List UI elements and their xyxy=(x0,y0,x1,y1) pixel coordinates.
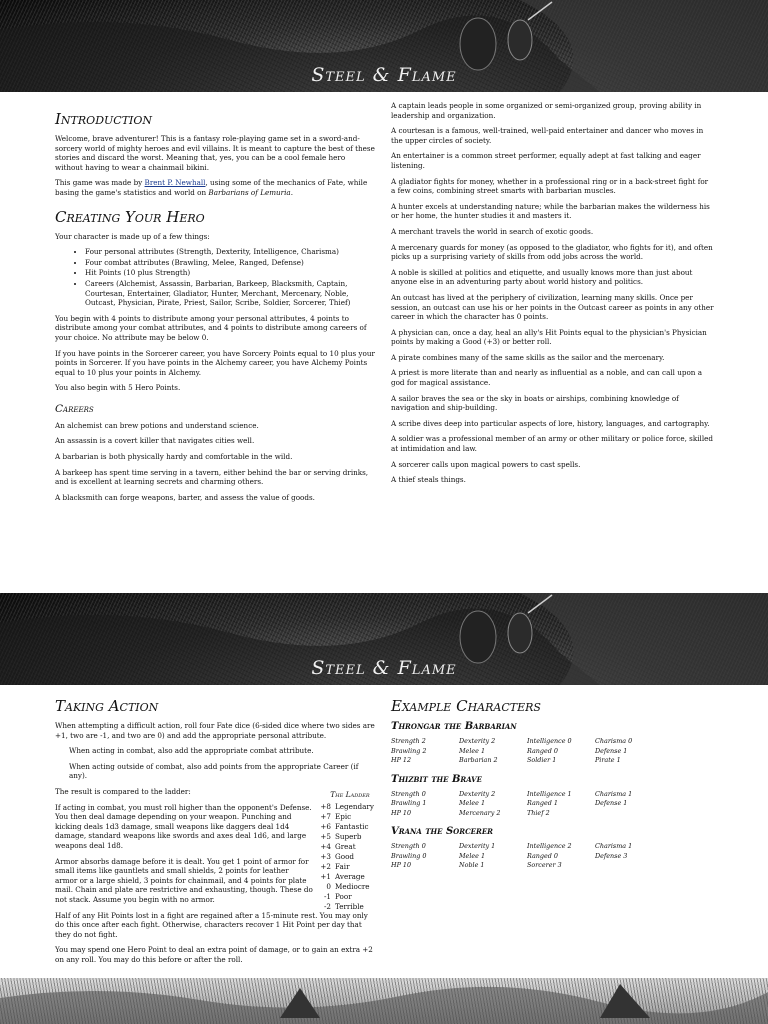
character-parts-list xyxy=(55,247,375,308)
ladder-title: The Ladder xyxy=(330,790,370,799)
career-blacksmith: A blacksmith can forge weapons, barter, and assess the value of goods. xyxy=(55,492,315,502)
credits-paragraph: This game was made by Brent P. Newhall, using some of the mechanics of Fate, while basing the game's statistics and world on Barbarians of Lemuria. xyxy=(55,178,368,197)
sorcery-paragraph: If you have points in the Sorcerer career, you have Sorcery Points equal to 10 plus your points in Sorcerer. If you have points in the Alchemy career, you have Alchemy Points equal to 10 plus your points in Alchemy. xyxy=(55,348,375,377)
character-stats: Strength 2 Dexterity 2 Intelligence 0 Charisma 0 Brawling 2 Melee 1 Ranged 0 Defense 1 HP 12 Barbarian 2 Soldier 1 Pirate 1 xyxy=(391,737,633,764)
header-banner xyxy=(0,0,768,92)
character-name: Vrana the Sorcerer xyxy=(391,826,493,837)
list-item: • Careers (Alchemist, Assassin, Barbarian, Barkeep, Blacksmith, Captain, Courtesan, Entertainer, Gladiator, Hunter, Merchant, Mercenary, Noble, Outcast, Physician, Pirate, Priest, Sailor, Scribe, Soldier, Sorcerer, Thief) xyxy=(85,279,375,308)
career-alchemist: An alchemist can brew potions and understand science. xyxy=(55,420,259,430)
career-assassin: An assassin is a covert killer that navigates cities well. xyxy=(55,436,255,446)
list-item: • Hit Points (10 plus Strength) xyxy=(85,268,375,278)
career-noble: A noble is skilled at politics and etiquette, and usually knows more than just about anyone else in an adventuring party about world history and politics. xyxy=(391,267,693,287)
careers-heading: Careers xyxy=(55,402,94,415)
footer-illustration xyxy=(0,978,768,1024)
career-outcast: An outcast has lived at the periphery of civilization, learning many skills. Once per session, an outcast can use his or her points in the Outcast career as points in any other career in which the character has 0 points. xyxy=(391,292,714,322)
hero-points-paragraph: You also begin with 5 Hero Points. xyxy=(55,383,181,393)
career-soldier: A soldier was a professional member of an army or other military or police force, skilled at intimidation and law. xyxy=(391,434,713,454)
career-pirate: A pirate combines many of the same skills as the sailor and the mercenary. xyxy=(391,352,665,362)
page-gap xyxy=(0,575,768,593)
author-link[interactable]: Brent P. Newhall xyxy=(144,178,206,188)
career-mercenary: A mercenary guards for money (as opposed to the gladiator, who fights for it), and often picks up a surprising variety of skills from odd jobs across the world. xyxy=(391,242,713,262)
ladder-row: +8 Legendary xyxy=(320,802,374,811)
points-paragraph: You begin with 4 points to distribute among your personal attributes, 4 points to distribute among your combat attributes, and 4 points to distribute among careers of your choice. No attribute may be below 0. xyxy=(55,313,367,342)
right-column xyxy=(391,101,714,491)
list-item: • Four combat attributes (Brawling, Melee, Ranged, Defense) xyxy=(85,258,375,268)
ladder-row: +3 Good xyxy=(320,852,354,861)
ladder-row: +4 Great xyxy=(320,842,356,851)
career-sailor: A sailor braves the sea or the sky in boats or airships, combining knowledge of navigation and ship-building. xyxy=(391,393,679,413)
ladder-row: -2 Terrible xyxy=(323,902,364,911)
creating-heading: Creating Your Hero xyxy=(55,207,205,226)
right-column xyxy=(391,693,691,879)
armor-paragraph: Armor absorbs damage before it is dealt. You get 1 point of armor for small items like gauntlets and small shields, 2 points for leather armor or a large shield, 3 points for chainmail, and 4 points for plate mail. Chain and plate are restrictive and exhausting, though. These do not stack. Assume you begin with no armor. xyxy=(55,856,313,904)
ladder-row: +5 Superb xyxy=(320,832,362,841)
intro-paragraph: Welcome, brave adventurer! This is a fantasy role-playing game set in a sword-and-sorcery world of mighty heroes and evil villains. It is meant to capture the best of these stories and discard the worst. Meaning that, yes, you can be a cool female hero without having to wear a chainmail bikini. xyxy=(55,134,375,172)
examples-heading: Example Characters xyxy=(391,697,541,715)
list-item: • Four personal attributes (Strength, Dexterity, Intelligence, Charisma) xyxy=(85,247,375,257)
header-banner xyxy=(0,593,768,685)
character-stats: Strength 0 Dexterity 2 Intelligence 1 Charisma 1 Brawling 1 Melee 1 Ranged 1 Defense 1 HP 10 Mercenary 2 Thief 2 xyxy=(391,789,633,817)
rest-paragraph: Half of any Hit Points lost in a fight are regained after a 15-minute rest. You may only do this once after each fight. Otherwise, characters recover 1 Hit Point per day that they do not fight. xyxy=(55,910,368,939)
career-physician: A physician can, once a day, heal an ally's Hit Points equal to the physician's Physician points by making a Good (+3) or better roll. xyxy=(391,327,707,347)
career-barkeep: A barkeep has spent time serving in a tavern, either behind the bar or serving drinks, and is excellent at learning secrets and charming others. xyxy=(55,467,369,487)
action-heading: Taking Action xyxy=(55,697,159,715)
ships-illustration xyxy=(0,978,768,1024)
banner-title: Steel & Flame xyxy=(311,657,457,679)
action-paragraph: When attempting a difficult action, roll four Fate dice (6-sided dice where two sides are +1, two are -1, and two are 0) and add the appropriate personal attribute. xyxy=(55,721,375,740)
career-merchant: A merchant travels the world in search of exotic goods. xyxy=(391,226,594,236)
career-courtesan: A courtesan is a famous, well-trained, well-paid entertainer and dancer who moves in the upper circles of society. xyxy=(391,126,704,145)
career-thief: A thief steals things. xyxy=(391,475,466,485)
character-name: Thizbit the Brave xyxy=(391,773,482,785)
ladder-row: 0 Mediocre xyxy=(326,882,370,891)
character-name: Throngar the Barbarian xyxy=(391,721,517,732)
ladder-row: +7 Epic xyxy=(320,812,352,821)
creating-intro: Your character is made up of a few things: xyxy=(55,231,210,241)
noncombat-note: When acting outside of combat, also add points from the appropriate Career (if any). xyxy=(69,761,359,781)
career-entertainer: An entertainer is a common street performer, equally adept at fast talking and eager listening. xyxy=(391,151,701,170)
hero-point-paragraph: You may spend one Hero Point to deal an extra point of damage, or to gain an extra +2 on any roll. You may do this before or after the roll. xyxy=(55,945,373,964)
career-gladiator: A gladiator fights for money, whether in a professional ring or in a back-street fight for a few coins, combining street smarts with barbarian muscles. xyxy=(391,176,709,196)
intro-heading: Introduction xyxy=(55,110,153,128)
career-sorcerer: A sorcerer calls upon magical powers to cast spells. xyxy=(391,459,581,469)
character-stats: Strength 0 Dexterity 1 Intelligence 2 Charisma 1 Brawling 0 Melee 1 Ranged 0 Defense 3 HP 10 Noble 1 Sorcerer 3 xyxy=(391,842,633,869)
left-column xyxy=(55,100,375,508)
page-2 xyxy=(0,593,768,1024)
banner-title: Steel & Flame xyxy=(311,64,457,86)
ladder-row: +1 Average xyxy=(320,872,365,881)
career-barbarian: A barbarian is both physically hardy and comfortable in the wild. xyxy=(55,452,293,462)
ladder-row: +6 Fantastic xyxy=(320,822,369,831)
career-hunter: A hunter excels at understanding nature; while the barbarian makes the wilderness his or her home, the hunter studies it and masters it. xyxy=(391,201,710,221)
ladder-intro: The result is compared to the ladder: xyxy=(55,786,191,796)
ladder-row: +2 Fair xyxy=(320,862,350,871)
career-priest: A priest is more literate than and nearly as influential as a noble, and can call upon a god for magical assistance. xyxy=(391,368,702,388)
combat-paragraph: If acting in combat, you must roll higher than the opponent's Defense. You then deal damage depending on your weapon. Punching and kicking deals 1d3 damage, small weapons like daggers deal 1d4 damage, standard weapons like swords and axes deal 1d6, and large weapons deal 1d8. xyxy=(55,802,312,850)
ladder-table xyxy=(315,790,385,912)
career-captain: A captain leads people in some organized or semi-organized group, proving ability in leadership and organization. xyxy=(391,101,702,120)
career-scribe: A scribe dives deep into particular aspects of lore, history, languages, and cartography. xyxy=(391,418,710,428)
ladder-row: -1 Poor xyxy=(323,892,352,901)
combat-note: When acting in combat, also add the appropriate combat attribute. xyxy=(69,746,314,756)
